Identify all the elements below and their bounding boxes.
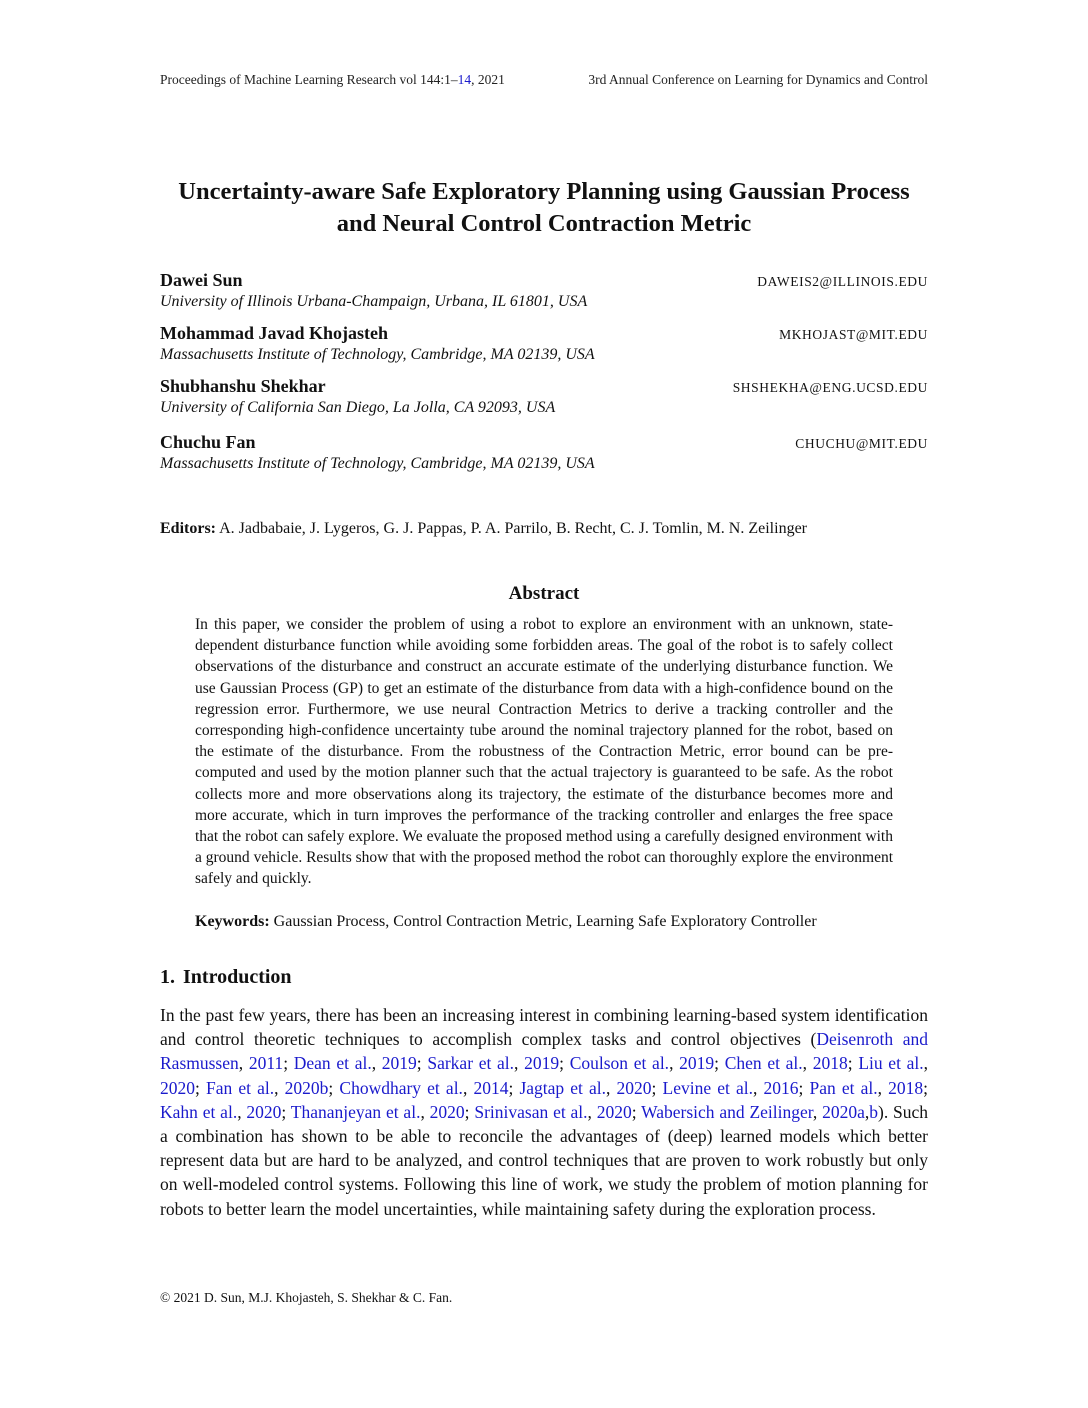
running-head (160, 72, 928, 88)
citation-link[interactable]: Sarkar et al. (427, 1053, 515, 1074)
author-name: Shubhanshu Shekhar (160, 376, 326, 396)
citation-link[interactable]: Srinivasan et al. (474, 1101, 588, 1122)
citation-link[interactable]: Wabersich and Zeilinger (641, 1101, 813, 1122)
citation-year-link[interactable]: 2018 (812, 1053, 848, 1074)
citation-year-link[interactable]: 2020 (246, 1101, 282, 1122)
paper-title (140, 176, 948, 240)
citation-year-link[interactable]: 2011 (248, 1053, 284, 1074)
editors-names: A. Jadbabaie, J. Lygeros, G. J. Pappas, P. A. Parrilo, B. Recht, C. J. Tomlin, M. N. Zeilinger (219, 520, 807, 537)
author-block (160, 376, 928, 417)
editors-label: Editors: (160, 520, 216, 537)
citation-link[interactable]: Fan et al. (206, 1077, 275, 1098)
conference-name: 3rd Annual Conference on Learning for Dynamics and Control (588, 72, 928, 87)
abstract-heading: Abstract (508, 583, 580, 604)
section-heading (160, 966, 292, 989)
title-line-2: and Neural Control Contraction Metric (336, 210, 752, 237)
citation-year-link[interactable]: 2018 (888, 1077, 924, 1098)
intro-text-start: In the past few years, there has been an increasing interest in combining learning-based system identification and control theoretic techniques to accomplish complex tasks and control objectives ( (160, 1005, 928, 1050)
keywords-label: Keywords: (195, 913, 270, 930)
author-name: Dawei Sun (160, 270, 243, 290)
copyright-footer: © 2021 D. Sun, M.J. Khojasteh, S. Shekhar & C. Fan. (160, 1290, 453, 1305)
citation-link[interactable]: b (869, 1101, 878, 1122)
citation-link[interactable]: Chen et al. (724, 1053, 803, 1074)
abstract-text: In this paper, we consider the problem of using a robot to explore an environment with an unknown, state-dependent disturbance function while avoiding some forbidden areas. The goal of the robot is to safely collect observations of the disturbance and construct an accurate estimate of the underlying disturbance function. We use Gaussian Process (GP) to get an estimate of the disturbance from data with a high-confidence bound on the regression error. Furthermore, we use neural Contraction Metrics to derive a tracking controller and the corresponding high-confidence uncertainty tube around the nominal trajectory planned for the robot, based on the estimate of the disturbance. From the robustness of the Contraction Metric, error bound can be pre-computed and used by the motion planner such that the actual trajectory is guaranteed to be safe. As the robot collects more and more observations along its trajectory, the estimate of the disturbance becomes more and more accurate, which in turn improves the performance of the tracking controller and enlarges the free space that the robot can safely explore. We evaluate the proposed method using a carefully designed environment with a ground vehicle. Results show that with the proposed method the robot can thoroughly explore the environment safely and quickly. (195, 616, 893, 888)
citation-year-link[interactable]: 2016 (763, 1077, 799, 1098)
author-name: Mohammad Javad Khojasteh (160, 323, 389, 343)
author-email: SHSHEKHA@ENG.UCSD.EDU (732, 380, 928, 395)
citation-year-link[interactable]: 2020 (429, 1101, 465, 1122)
citation-link[interactable]: Dean et al. (293, 1053, 372, 1074)
author-affiliation: University of Illinois Urbana-Champaign, Urbana, IL 61801, USA (160, 293, 588, 310)
citation-link[interactable]: Kahn et al. (160, 1101, 238, 1122)
citation-link[interactable]: Deisenroth and Rasmussen (160, 1029, 928, 1074)
citation-link[interactable]: Pan et al. (809, 1077, 878, 1098)
citation-year-link[interactable]: 2020 (616, 1077, 652, 1098)
citation-year-link[interactable]: 2019 (381, 1053, 417, 1074)
author-block (160, 323, 928, 364)
citation-year-link[interactable]: 2020 (160, 1077, 195, 1098)
citation-link[interactable]: Jagtap et al. (519, 1077, 607, 1098)
author-affiliation: University of California San Diego, La Jolla, CA 92093, USA (160, 399, 556, 416)
citation-link[interactable]: Coulson et al. (569, 1053, 670, 1074)
author-block (160, 432, 928, 473)
author-affiliation: Massachusetts Institute of Technology, Cambridge, MA 02139, USA (160, 346, 595, 363)
page-range-link[interactable]: 14 (457, 72, 472, 87)
author-email: DAWEIS2@ILLINOIS.EDU (757, 274, 928, 289)
author-block (160, 270, 928, 311)
introduction-paragraph: In the past few years, there has been an increasing interest in combining learning-based system identification and control theoretic techniques to accomplish complex tasks and control objectives (Deisenroth and Rasmussen, 2011; Dean et al., 2019; Sarkar et al., 2019; Coulson et al., 2019; Chen et al., 2018; Liu et al., 2020; Fan et al., 2020b; Chowdhary et al., 2014; Jagtap et al., 2020; Levine et al., 2016; Pan et al., 2018; Kahn et al., 2020; Thananjeyan et al., 2020; Srinivasan et al., 2020; Wabersich and Zeilinger, 2020a,b). Such a combination has shown to be able to reconcile the advantages of (deep) learned models which better represent data but are hard to be analyzed, and control techniques that are proven to work robustly but only on well-modeled control systems. Following this line of work, we study the problem of motion planning for robots to better learn the model uncertainties, while maintaining safety during the exploration process. (160, 1005, 929, 1219)
title-line-1: Uncertainty-aware Safe Exploratory Planning using Gaussian Process (178, 178, 910, 205)
citation-year-link[interactable]: 2020 (596, 1101, 632, 1122)
author-affiliation: Massachusetts Institute of Technology, Cambridge, MA 02139, USA (160, 455, 595, 472)
citation-link[interactable]: Liu et al. (858, 1053, 924, 1074)
citation-year-link[interactable]: 2014 (473, 1077, 509, 1098)
citation-link[interactable]: Thananjeyan et al. (290, 1101, 421, 1122)
author-email: MKHOJAST@MIT.EDU (779, 327, 928, 342)
citation-link[interactable]: Levine et al. (662, 1077, 753, 1098)
author-email: CHUCHU@MIT.EDU (795, 436, 928, 451)
editors-line (160, 520, 940, 538)
section-title: Introduction (183, 966, 292, 988)
citation-link[interactable]: 2020a (822, 1101, 865, 1122)
citation-year-link[interactable]: 2019 (524, 1053, 560, 1074)
keywords-list: Gaussian Process, Control Contraction Metric, Learning Safe Exploratory Controller (273, 913, 817, 930)
intro-text-end: ). Such a combination has shown to be able to reconcile the advantages of (deep) learned models which better represent data but are hard to be analyzed, and control techniques that are proven to work robustly but only on well-modeled control systems. Following this line of work, we study the problem of motion planning for robots to better learn the model uncertainties, while maintaining safety during the exploration process. (160, 1101, 929, 1219)
author-name: Chuchu Fan (160, 432, 256, 452)
section-number: 1. (160, 966, 175, 988)
citation-list: Deisenroth and Rasmussen, 2011; Dean et al., 2019; Sarkar et al., 2019; Coulson et al., 2019; Chen et al., 2018; Liu et al., 2020; Fan et al., 2020b; Chowdhary et al., 2014; Jagtap et al., 2020; Levine et al., 2016; Pan et al., 2018; Kahn et al., 2020; Thananjeyan et al., 2020; Srinivasan et al., 2020; (160, 1029, 929, 1122)
citation-year-link[interactable]: 2020b (284, 1077, 329, 1098)
keywords-line (195, 913, 915, 931)
citation-year-link[interactable]: 2019 (679, 1053, 715, 1074)
proceedings-info: Proceedings of Machine Learning Research vol 144:1–14, 2021 (160, 72, 505, 87)
citation-link[interactable]: Chowdhary et al. (339, 1077, 463, 1098)
